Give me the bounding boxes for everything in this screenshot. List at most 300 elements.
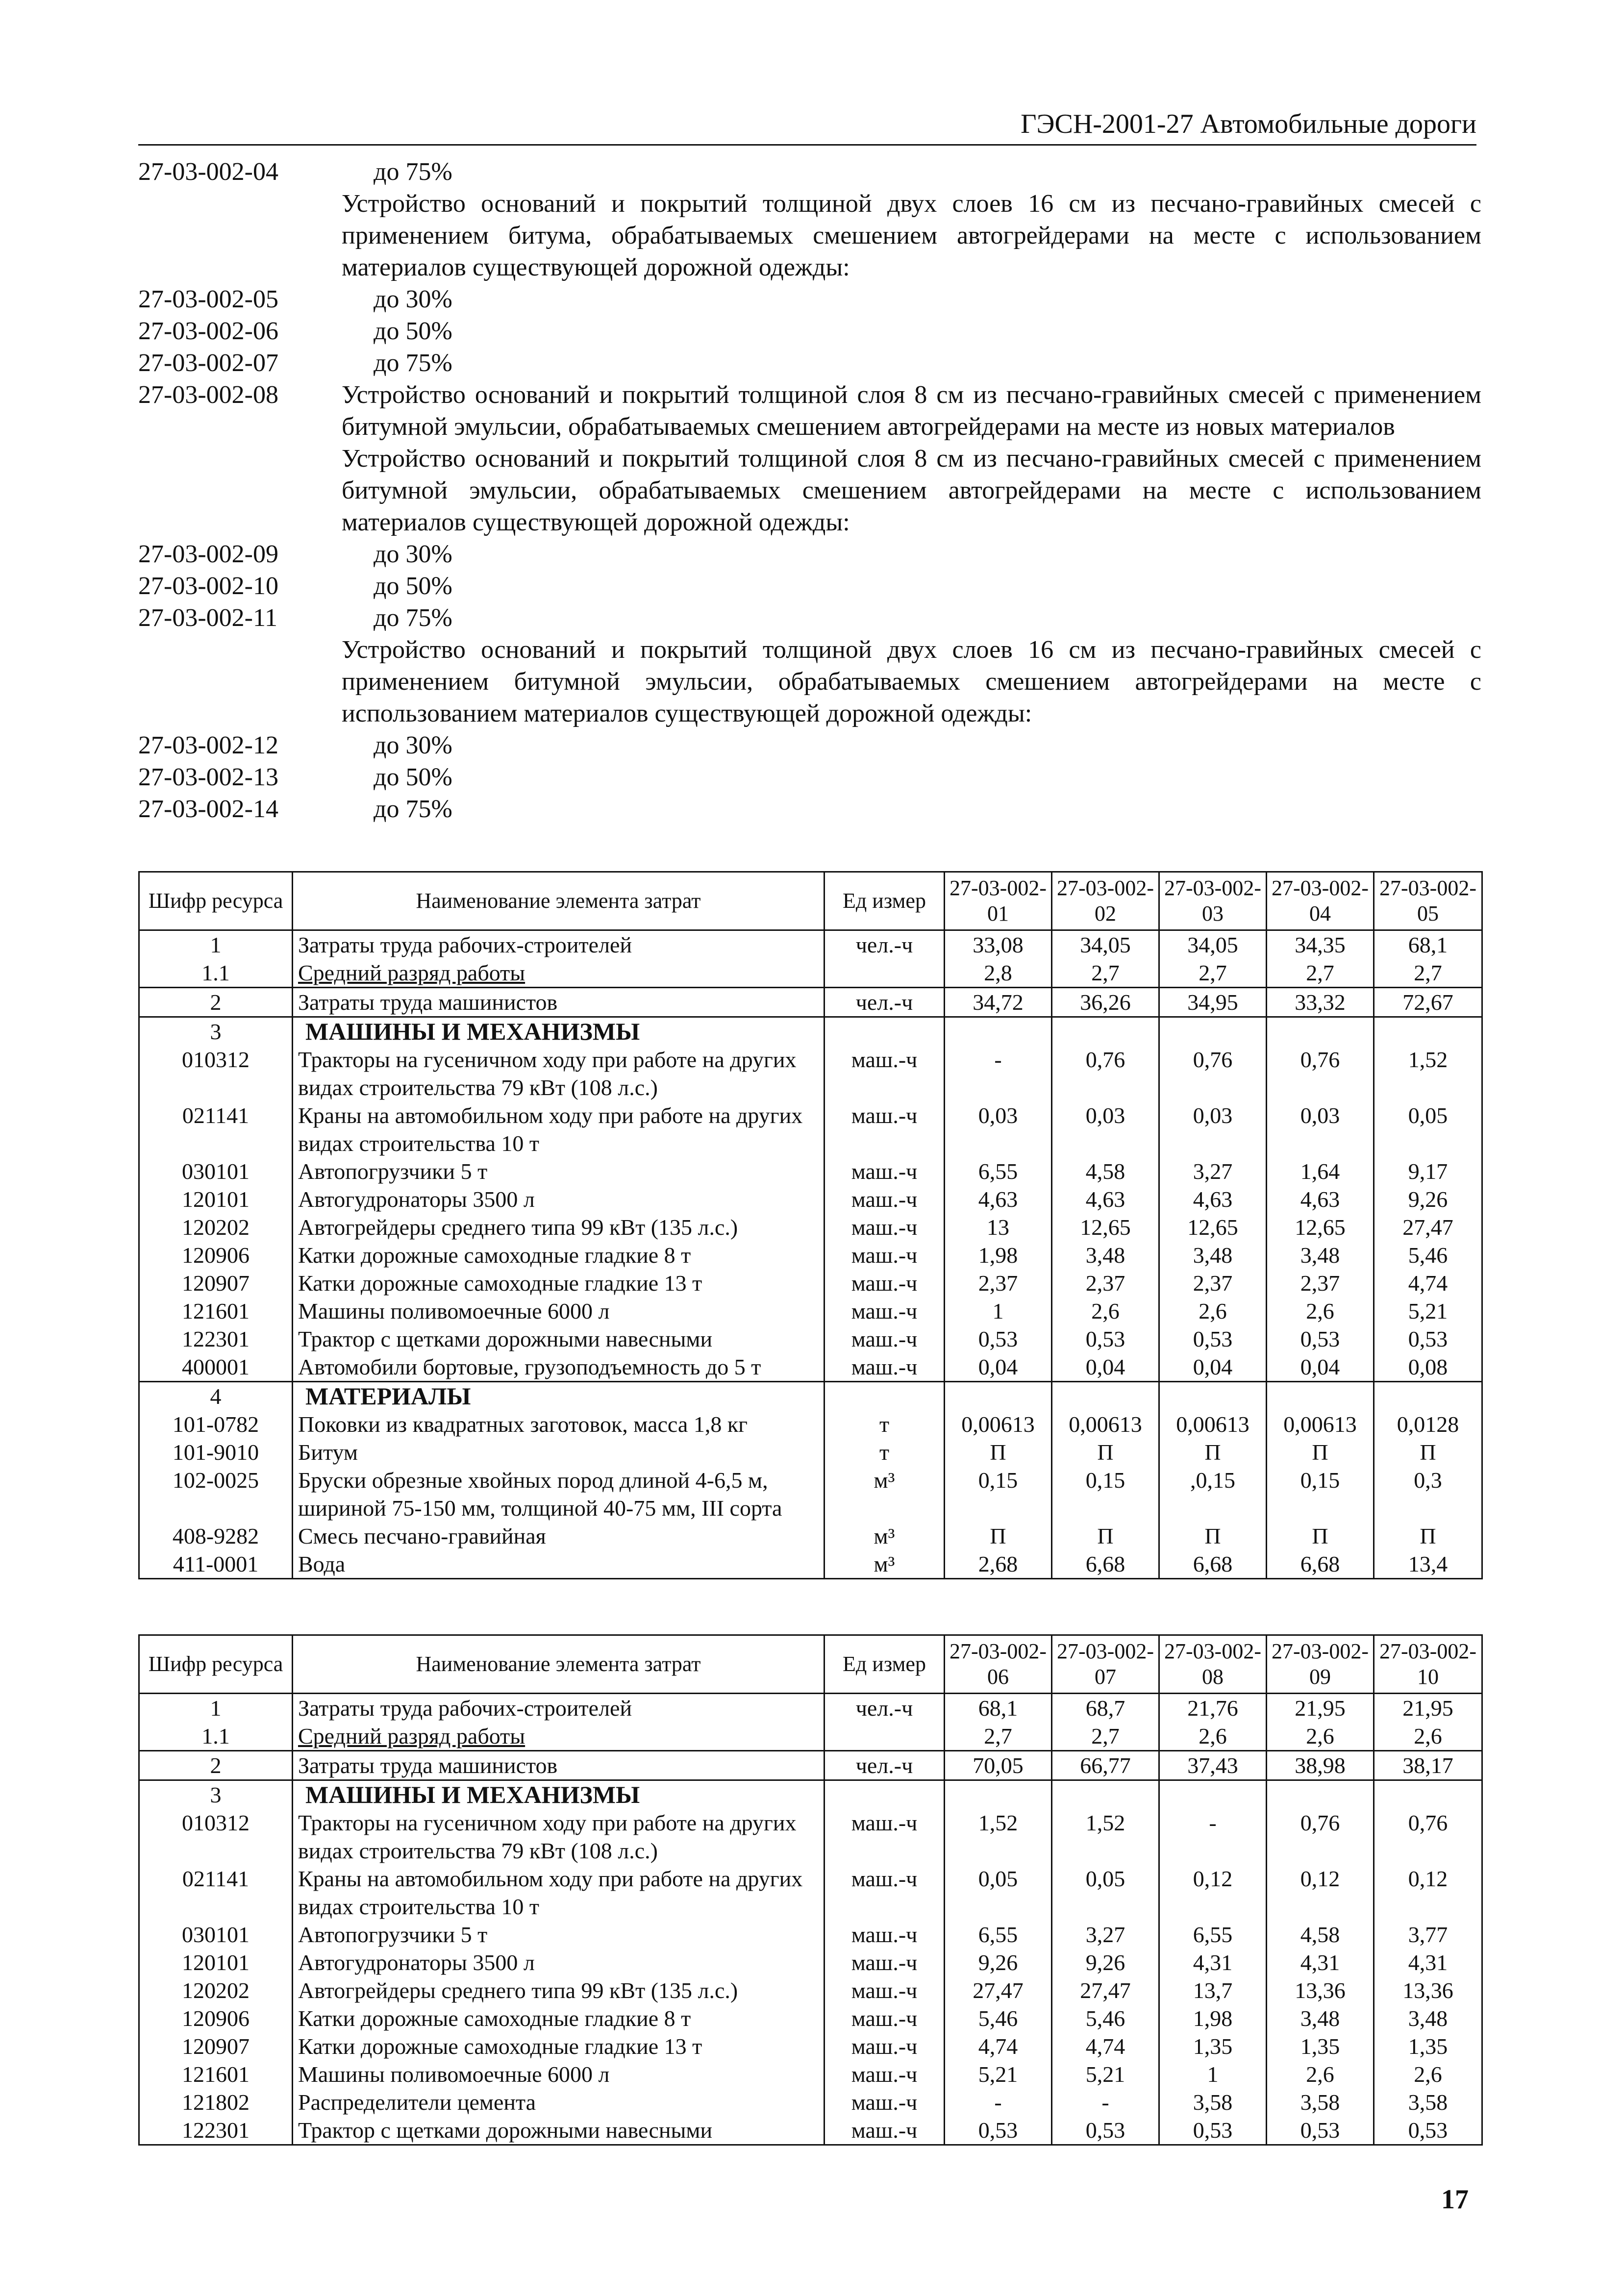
resource-value: - [1052, 2088, 1159, 2116]
resource-code: 1 [139, 930, 293, 959]
table-row [139, 1325, 1482, 1353]
resource-value [1052, 1382, 1159, 1411]
resource-name: Автогрейдеры среднего типа 99 кВт (135 л.с.) [293, 1976, 824, 2004]
item-value: до 30% [374, 731, 452, 759]
resource-unit: маш.-ч [824, 1185, 945, 1213]
resource-value: 70,05 [945, 1751, 1052, 1780]
table-row [139, 988, 1482, 1017]
resource-value: ,0,15 [1159, 1466, 1267, 1522]
resource-value: 1,52 [945, 1809, 1052, 1865]
resource-unit: маш.-ч [824, 1949, 945, 1976]
listing-row [138, 570, 1481, 602]
resource-code: 408-9282 [139, 1522, 293, 1550]
resource-value: 34,95 [1159, 988, 1267, 1017]
listing-row [138, 379, 1481, 443]
resource-value: 21,76 [1159, 1694, 1267, 1723]
resource-value [1159, 1382, 1267, 1411]
resource-name: Автопогрузчики 5 т [293, 1921, 824, 1949]
table-row [139, 1017, 1482, 1046]
resource-code: 021141 [139, 1865, 293, 1921]
header-code: Шифр ресурса [139, 1635, 293, 1694]
resource-value: П [1267, 1522, 1374, 1550]
resource-value: 0,00613 [1052, 1410, 1159, 1438]
resource-value: 13,7 [1159, 1976, 1267, 2004]
resource-code: 121802 [139, 2088, 293, 2116]
resource-code: 121601 [139, 2060, 293, 2088]
resource-value: П [945, 1438, 1052, 1466]
table-row [139, 1269, 1482, 1297]
resource-value: 34,05 [1159, 930, 1267, 959]
resource-value: П [1374, 1522, 1482, 1550]
resource-unit: маш.-ч [824, 1101, 945, 1157]
resource-name: Вода [293, 1550, 824, 1579]
item-code: 27-03-002-09 [138, 540, 278, 568]
header-norm-code: 27-03-002-03 [1159, 872, 1267, 930]
resource-value: 0,76 [1267, 1046, 1374, 1101]
resource-value: 36,26 [1052, 988, 1159, 1017]
resource-code: 102-0025 [139, 1466, 293, 1522]
resource-name: Тракторы на гусеничном ходу при работе на других видах строительства 79 кВт (108 л.с.) [293, 1046, 824, 1101]
resource-value: 2,7 [1052, 959, 1159, 988]
item-code: 27-03-002-10 [138, 572, 278, 600]
resource-name: Машины поливомоечные 6000 л [293, 2060, 824, 2088]
resource-value: - [945, 2088, 1052, 2116]
resource-value: 12,65 [1267, 1213, 1374, 1241]
header-name: Наименование элемента затрат [293, 872, 824, 930]
resource-value: 4,58 [1267, 1921, 1374, 1949]
resource-unit: маш.-ч [824, 1921, 945, 1949]
resource-name: МАТЕРИАЛЫ [293, 1382, 824, 1411]
resource-value: 0,03 [945, 1101, 1052, 1157]
resource-value: П [1159, 1522, 1267, 1550]
resource-code: 010312 [139, 1809, 293, 1865]
resource-value: 66,77 [1052, 1751, 1159, 1780]
resource-value: 68,1 [1374, 930, 1482, 959]
resource-code: 030101 [139, 1157, 293, 1185]
resource-value: 1,35 [1374, 2032, 1482, 2060]
header-code: Шифр ресурса [139, 872, 293, 930]
resource-value: 3,48 [1267, 1241, 1374, 1269]
resource-value: 6,55 [945, 1157, 1052, 1185]
resource-code: 400001 [139, 1353, 293, 1382]
table-row [139, 1694, 1482, 1723]
resource-value: 3,77 [1374, 1921, 1482, 1949]
table-row [139, 930, 1482, 959]
resource-name: Битум [293, 1438, 824, 1466]
resource-value: 4,31 [1374, 1949, 1482, 1976]
resource-unit: чел.-ч [824, 1694, 945, 1723]
item-code: 27-03-002-11 [138, 604, 278, 632]
resource-value: 0,04 [945, 1353, 1052, 1382]
header-norm-code: 27-03-002-01 [945, 872, 1052, 930]
resource-value: 5,46 [945, 2004, 1052, 2032]
resource-value: 3,58 [1159, 2088, 1267, 2116]
resource-value: 2,7 [1159, 959, 1267, 988]
resource-code: 2 [139, 1751, 293, 1780]
resource-value: - [1159, 1809, 1267, 1865]
resource-unit: маш.-ч [824, 1157, 945, 1185]
resource-value: П [1374, 1438, 1482, 1466]
resource-value: 0,76 [1267, 1809, 1374, 1865]
resource-value: 0,76 [1052, 1046, 1159, 1101]
resource-value: 0,76 [1374, 1809, 1482, 1865]
resource-code: 101-9010 [139, 1438, 293, 1466]
header-unit: Ед измер [824, 872, 945, 930]
resource-value [1374, 1382, 1482, 1411]
item-code: 27-03-002-05 [138, 285, 278, 313]
resource-value: 34,35 [1267, 930, 1374, 959]
resource-name: Машины поливомоечные 6000 л [293, 1297, 824, 1325]
item-value: до 75% [374, 158, 452, 186]
resource-code: 1.1 [139, 1722, 293, 1751]
resource-name: МАШИНЫ И МЕХАНИЗМЫ [293, 1017, 824, 1046]
resource-name: Затраты труда машинистов [293, 988, 824, 1017]
resource-value: 72,67 [1374, 988, 1482, 1017]
resource-value: 0,3 [1374, 1466, 1482, 1522]
page-number: 17 [1441, 2184, 1469, 2215]
resource-value: 6,68 [1052, 1550, 1159, 1579]
resource-value: 0,53 [1159, 1325, 1267, 1353]
resource-code: 030101 [139, 1921, 293, 1949]
resource-value: 2,37 [1159, 1269, 1267, 1297]
resource-unit: т [824, 1410, 945, 1438]
resource-name: Смесь песчано-гравийная [293, 1522, 824, 1550]
table-row [139, 1241, 1482, 1269]
resource-value: 6,68 [1267, 1550, 1374, 1579]
resource-value: 2,7 [1374, 959, 1482, 988]
resource-name: Автогудронаторы 3500 л [293, 1949, 824, 1976]
resource-value: 0,05 [1052, 1865, 1159, 1921]
resource-value: 0,03 [1159, 1101, 1267, 1157]
resource-name: Затраты труда машинистов [293, 1751, 824, 1780]
resource-value: 38,98 [1267, 1751, 1374, 1780]
resource-name: Автомобили бортовые, грузоподъемность до 5 т [293, 1353, 824, 1382]
resource-value: 3,48 [1159, 1241, 1267, 1269]
resource-value: 1,98 [945, 1241, 1052, 1269]
table-row [139, 1466, 1482, 1522]
resource-name: Затраты труда рабочих-строителей [293, 1694, 824, 1723]
resource-code: 120101 [139, 1949, 293, 1976]
resource-unit: маш.-ч [824, 2032, 945, 2060]
resource-code: 3 [139, 1017, 293, 1046]
resource-value: 0,04 [1267, 1353, 1374, 1382]
item-description: Устройство оснований и покрытий толщиной двух слоев 16 см из песчано-гравийных смесей с применением битума, обрабатываемых смешением автогрейдерами на месте с использованием материалов существующей дорожной одежды: [342, 190, 1481, 281]
table-row [139, 1865, 1482, 1921]
resource-value: 13,36 [1267, 1976, 1374, 2004]
resource-unit [824, 1780, 945, 1809]
resource-value: 3,27 [1159, 1157, 1267, 1185]
resource-code: 010312 [139, 1046, 293, 1101]
header-norm-code: 27-03-002-10 [1374, 1635, 1482, 1694]
resource-value: П [1052, 1438, 1159, 1466]
resource-value: 9,26 [1374, 1185, 1482, 1213]
resource-value: 2,37 [1052, 1269, 1159, 1297]
resource-unit: маш.-ч [824, 1297, 945, 1325]
resource-value: 4,74 [1374, 1269, 1482, 1297]
listing-row [138, 443, 1481, 538]
resource-code: 122301 [139, 1325, 293, 1353]
listing-row [138, 156, 1481, 188]
resource-value: 2,8 [945, 959, 1052, 988]
item-value: до 75% [374, 604, 452, 632]
resource-code: 411-0001 [139, 1550, 293, 1579]
table-row [139, 1809, 1482, 1865]
header-norm-code: 27-03-002-05 [1374, 872, 1482, 930]
resource-value: 4,63 [1052, 1185, 1159, 1213]
resource-value: 0,08 [1374, 1353, 1482, 1382]
resource-value [1267, 1017, 1374, 1046]
resource-name: Трактор с щетками дорожными навесными [293, 1325, 824, 1353]
resource-value: 1,35 [1267, 2032, 1374, 2060]
table-row [139, 1550, 1482, 1579]
table-row [139, 1157, 1482, 1185]
resource-value [1052, 1017, 1159, 1046]
resource-value: 4,58 [1052, 1157, 1159, 1185]
resource-table-2 [138, 1634, 1483, 2146]
listing-row [138, 315, 1481, 347]
resource-code: 120202 [139, 1976, 293, 2004]
resource-code: 1.1 [139, 959, 293, 988]
resource-code: 2 [139, 988, 293, 1017]
resource-value: 27,47 [945, 1976, 1052, 2004]
resource-value: 6,68 [1159, 1550, 1267, 1579]
resource-value: П [1052, 1522, 1159, 1550]
resource-unit: м³ [824, 1550, 945, 1579]
table-row [139, 1046, 1482, 1101]
resource-value: 0,00613 [1159, 1410, 1267, 1438]
item-code: 27-03-002-14 [138, 795, 278, 823]
resource-value [1052, 1780, 1159, 1809]
item-code: 27-03-002-06 [138, 317, 278, 345]
header-name: Наименование элемента затрат [293, 1635, 824, 1694]
resource-unit: маш.-ч [824, 2004, 945, 2032]
table-row [139, 959, 1482, 988]
resource-value: 1 [945, 1297, 1052, 1325]
resource-value: 0,0128 [1374, 1410, 1482, 1438]
resource-name: Краны на автомобильном ходу при работе на других видах строительства 10 т [293, 1101, 824, 1157]
table-row [139, 1101, 1482, 1157]
listing-row [138, 538, 1481, 570]
item-code: 27-03-002-13 [138, 763, 278, 791]
resource-unit: маш.-ч [824, 1976, 945, 2004]
table-row [139, 2060, 1482, 2088]
header-norm-code: 27-03-002-02 [1052, 872, 1159, 930]
item-code: 27-03-002-07 [138, 349, 278, 377]
resource-value: 2,6 [1159, 1722, 1267, 1751]
resource-unit [824, 1722, 945, 1751]
resource-name: Автогрейдеры среднего типа 99 кВт (135 л.с.) [293, 1213, 824, 1241]
resource-value: 6,55 [1159, 1921, 1267, 1949]
resource-unit: м³ [824, 1522, 945, 1550]
resource-code: 121601 [139, 1297, 293, 1325]
listing-row [138, 634, 1481, 729]
resource-value: 3,48 [1374, 2004, 1482, 2032]
resource-value: 2,7 [1052, 1722, 1159, 1751]
item-code: 27-03-002-08 [138, 381, 278, 409]
resource-name: Трактор с щетками дорожными навесными [293, 2116, 824, 2145]
resource-unit: маш.-ч [824, 1865, 945, 1921]
table-row [139, 2116, 1482, 2145]
resource-value: 5,21 [1052, 2060, 1159, 2088]
resource-value: 0,12 [1159, 1865, 1267, 1921]
resource-unit: маш.-ч [824, 1353, 945, 1382]
table-row [139, 1522, 1482, 1550]
item-code: 27-03-002-12 [138, 731, 278, 759]
resource-value: 9,17 [1374, 1157, 1482, 1185]
resource-unit [824, 1017, 945, 1046]
resource-value [1374, 1017, 1482, 1046]
resource-unit: маш.-ч [824, 1809, 945, 1865]
resource-value: 0,12 [1374, 1865, 1482, 1921]
resource-value: 37,43 [1159, 1751, 1267, 1780]
table-row [139, 1297, 1482, 1325]
resource-value: 3,58 [1267, 2088, 1374, 2116]
resource-value: 27,47 [1374, 1213, 1482, 1241]
resource-value: 3,48 [1267, 2004, 1374, 2032]
resource-code: 1 [139, 1694, 293, 1723]
resource-unit: маш.-ч [824, 1046, 945, 1101]
resource-value: 4,63 [1267, 1185, 1374, 1213]
table-row [139, 1382, 1482, 1411]
resource-value: 0,15 [945, 1466, 1052, 1522]
table-row [139, 1976, 1482, 2004]
resource-value: П [1159, 1438, 1267, 1466]
resource-name: Средний разряд работы [293, 1722, 824, 1751]
table-row [139, 1921, 1482, 1949]
resource-value: 0,53 [1052, 2116, 1159, 2145]
resource-value: 0,12 [1267, 1865, 1374, 1921]
resource-value: 2,6 [1052, 1297, 1159, 1325]
resource-value: 2,7 [1267, 959, 1374, 988]
resource-name: Краны на автомобильном ходу при работе на других видах строительства 10 т [293, 1865, 824, 1921]
header-norm-code: 27-03-002-09 [1267, 1635, 1374, 1694]
resource-value: П [945, 1522, 1052, 1550]
resource-value: 9,26 [1052, 1949, 1159, 1976]
listing-row [138, 793, 1481, 825]
listing-row [138, 283, 1481, 315]
resource-value [1159, 1780, 1267, 1809]
resource-name: Поковки из квадратных заготовок, масса 1,8 кг [293, 1410, 824, 1438]
resource-value: 2,7 [945, 1722, 1052, 1751]
running-header: ГЭСН-2001-27 Автомобильные дороги [1021, 109, 1476, 139]
resource-unit: маш.-ч [824, 1269, 945, 1297]
resource-value [1159, 1017, 1267, 1046]
resource-value: 4,31 [1267, 1949, 1374, 1976]
resource-value: 0,05 [945, 1865, 1052, 1921]
resource-value: 5,46 [1052, 2004, 1159, 2032]
resource-value [945, 1780, 1052, 1809]
resource-value: 12,65 [1052, 1213, 1159, 1241]
header-unit: Ед измер [824, 1635, 945, 1694]
table-row [139, 2004, 1482, 2032]
table-row [139, 1353, 1482, 1382]
resource-code: 3 [139, 1780, 293, 1809]
resource-value: 21,95 [1267, 1694, 1374, 1723]
header-norm-code: 27-03-002-06 [945, 1635, 1052, 1694]
resource-value [1374, 1780, 1482, 1809]
resource-value: 4,31 [1159, 1949, 1267, 1976]
resource-code: 120907 [139, 2032, 293, 2060]
resource-value: 0,03 [1267, 1101, 1374, 1157]
resource-unit: маш.-ч [824, 2116, 945, 2145]
resource-value: 27,47 [1052, 1976, 1159, 2004]
item-description: Устройство оснований и покрытий толщиной слоя 8 см из песчано-гравийных смесей с применением битумной эмульсии, обрабатываемых смешением автогрейдерами на месте из новых материалов [342, 381, 1481, 441]
resource-code: 120906 [139, 2004, 293, 2032]
resource-value: 13 [945, 1213, 1052, 1241]
resource-value: 13,36 [1374, 1976, 1482, 2004]
resource-value: 5,21 [1374, 1297, 1482, 1325]
resource-value: 33,08 [945, 930, 1052, 959]
header-norm-code: 27-03-002-07 [1052, 1635, 1159, 1694]
resource-value: 1,52 [1374, 1046, 1482, 1101]
resource-unit: маш.-ч [824, 1213, 945, 1241]
header-norm-code: 27-03-002-04 [1267, 872, 1374, 930]
resource-name: Средний разряд работы [293, 959, 824, 988]
resource-value: 1,35 [1159, 2032, 1267, 2060]
resource-value: 2,6 [1159, 1297, 1267, 1325]
resource-value: - [945, 1046, 1052, 1101]
resource-value: 4,63 [1159, 1185, 1267, 1213]
resource-unit: маш.-ч [824, 2060, 945, 2088]
resource-value: 5,46 [1374, 1241, 1482, 1269]
resource-value: 2,37 [945, 1269, 1052, 1297]
resource-value: 0,15 [1267, 1466, 1374, 1522]
table-row [139, 1949, 1482, 1976]
listing-row [138, 602, 1481, 634]
resource-value: 0,53 [1267, 1325, 1374, 1353]
resource-name: Катки дорожные самоходные гладкие 13 т [293, 2032, 824, 2060]
resource-name: Катки дорожные самоходные гладкие 13 т [293, 1269, 824, 1297]
table-row [139, 1185, 1482, 1213]
resource-value: 4,74 [1052, 2032, 1159, 2060]
item-description: Устройство оснований и покрытий толщиной слоя 8 см из песчано-гравийных смесей с применением битумной эмульсии, обрабатываемых смешением автогрейдерами на месте с использованием материалов существующей дорожной одежды: [342, 445, 1481, 536]
resource-unit: чел.-ч [824, 930, 945, 959]
resource-code: 021141 [139, 1101, 293, 1157]
resource-value: 0,00613 [945, 1410, 1052, 1438]
resource-value: 2,6 [1267, 1297, 1374, 1325]
resource-value: 0,53 [945, 1325, 1052, 1353]
table-row [139, 1722, 1482, 1751]
table-header-row [139, 872, 1482, 930]
resource-value: 13,4 [1374, 1550, 1482, 1579]
table-row [139, 1751, 1482, 1780]
resource-unit: т [824, 1438, 945, 1466]
resource-name: Бруски обрезные хвойных пород длиной 4-6,5 м, шириной 75-150 мм, толщиной 40-75 мм, III сорта [293, 1466, 824, 1522]
resource-name: Автогудронаторы 3500 л [293, 1185, 824, 1213]
resource-value: 33,32 [1267, 988, 1374, 1017]
resource-unit: маш.-ч [824, 1325, 945, 1353]
resource-code: 4 [139, 1382, 293, 1411]
resource-value: 0,76 [1159, 1046, 1267, 1101]
resource-value: 0,53 [1267, 2116, 1374, 2145]
resource-value: 2,6 [1267, 1722, 1374, 1751]
table-row [139, 1410, 1482, 1438]
table-row [139, 2032, 1482, 2060]
resource-value: 68,7 [1052, 1694, 1159, 1723]
resource-value: 1,64 [1267, 1157, 1374, 1185]
listing-row [138, 188, 1481, 283]
resource-value: 2,37 [1267, 1269, 1374, 1297]
resource-value: 0,53 [1374, 1325, 1482, 1353]
resource-name: МАШИНЫ И МЕХАНИЗМЫ [293, 1780, 824, 1809]
item-value: до 50% [374, 572, 452, 600]
header-rule [138, 144, 1476, 146]
resource-value: 2,68 [945, 1550, 1052, 1579]
resource-value: 0,15 [1052, 1466, 1159, 1522]
resource-value: 0,04 [1159, 1353, 1267, 1382]
table-row [139, 2088, 1482, 2116]
resource-value: 3,58 [1374, 2088, 1482, 2116]
